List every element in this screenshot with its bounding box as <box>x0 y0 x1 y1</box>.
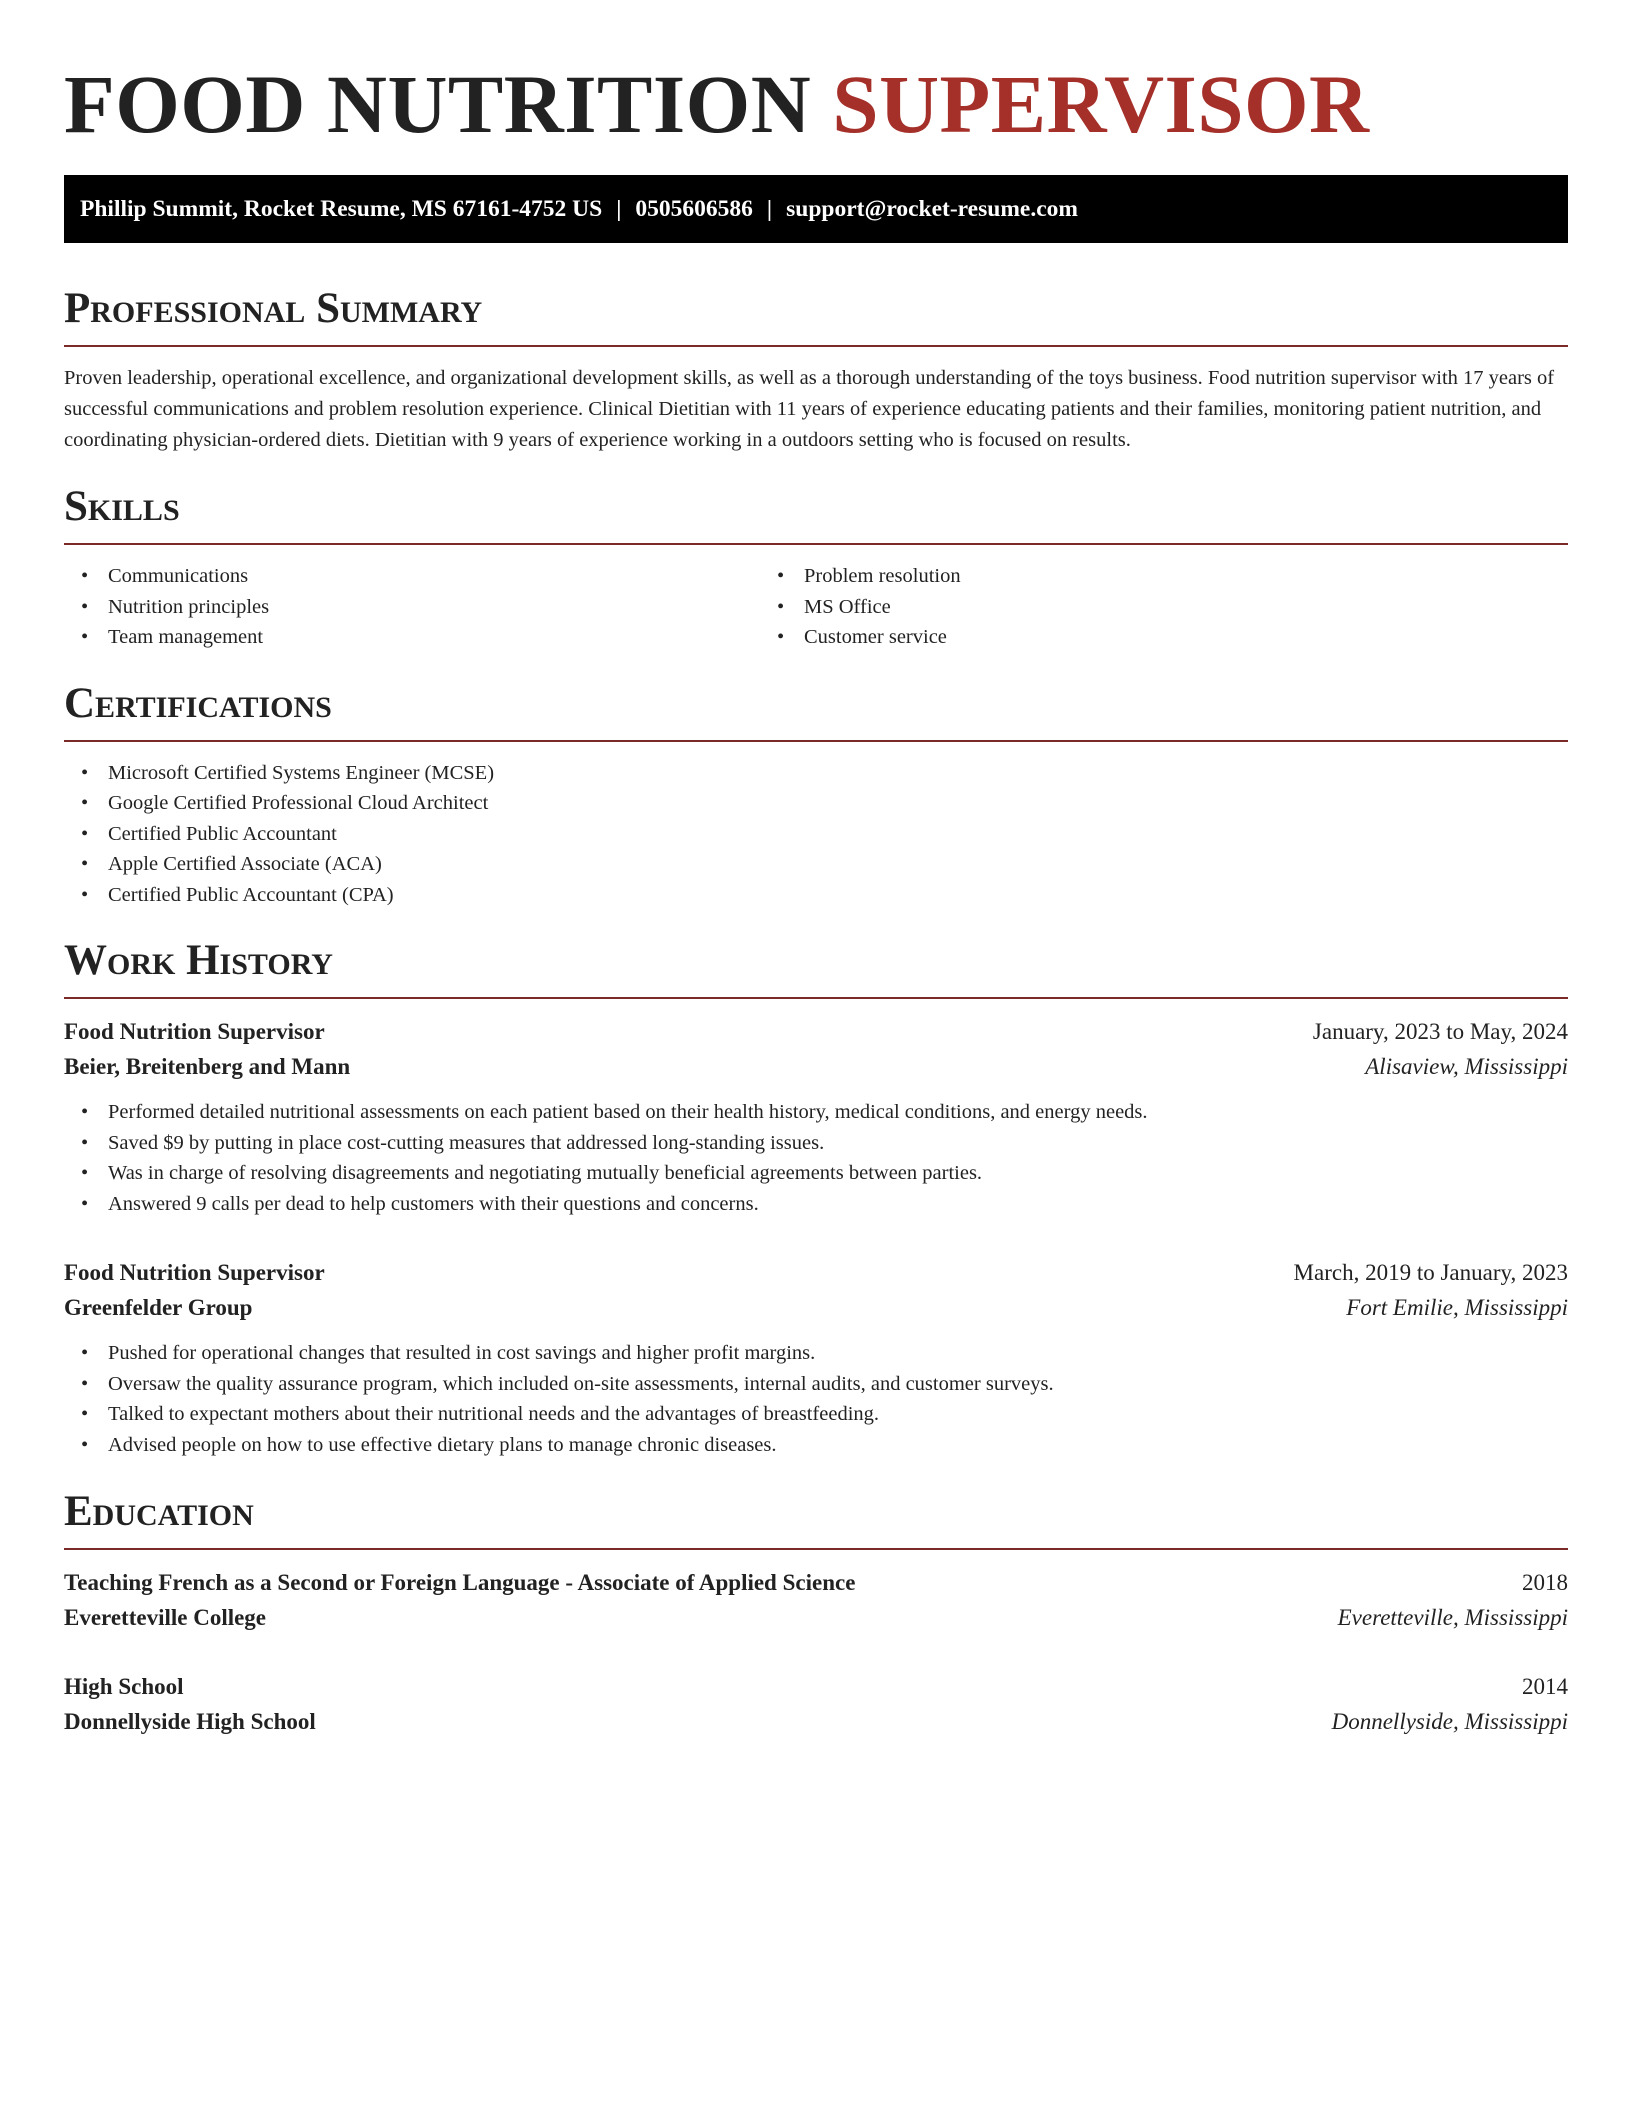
contact-phone: 0505606586 <box>635 196 753 222</box>
certification-item: • Certified Public Accountant (CPA) <box>108 880 1568 911</box>
resume-title <box>64 0 1568 152</box>
skills-column-right <box>760 561 1500 653</box>
job-header-row <box>64 1255 1568 1290</box>
education-school-row <box>64 1704 1568 1739</box>
education-entry <box>64 1565 1568 1635</box>
job-duty: • Pushed for operational changes that resulted in cost savings and higher profit margins. <box>108 1338 1568 1369</box>
skills-heading: Skills <box>64 482 1568 545</box>
education-location: Everetteville, Mississippi <box>1337 1605 1568 1630</box>
certification-item: • Google Certified Professional Cloud Architect <box>108 788 1568 819</box>
certification-item: • Microsoft Certified Systems Engineer (MCSE) <box>108 758 1568 789</box>
job-duty: • Saved $9 by putting in place cost-cutting measures that addressed long-standing issues. <box>108 1128 1568 1159</box>
job-entry <box>64 1014 1568 1219</box>
education-degree: Teaching French as a Second or Foreign Language - Associate of Applied Science <box>64 1570 856 1595</box>
education-year: 2014 <box>1522 1674 1568 1699</box>
job-header-row <box>64 1014 1568 1049</box>
education-school: Everetteville College <box>64 1605 267 1630</box>
education-entry <box>64 1669 1568 1739</box>
job-duties-list <box>64 1097 1568 1219</box>
skill-item: • Communications <box>108 561 760 592</box>
contact-email: support@rocket-resume.com <box>786 196 1078 222</box>
certifications-heading: Certifications <box>64 679 1568 742</box>
job-dates: January, 2023 to May, 2024 <box>1312 1019 1568 1044</box>
certification-item: • Apple Certified Associate (ACA) <box>108 849 1568 880</box>
job-duty: • Talked to expectant mothers about their nutritional needs and the advantages of breastfeeding. <box>108 1399 1568 1430</box>
job-duty: • Answered 9 calls per dead to help customers with their questions and concerns. <box>108 1189 1568 1220</box>
job-duty: • Advised people on how to use effective dietary plans to manage chronic diseases. <box>108 1430 1568 1461</box>
job-title: Food Nutrition Supervisor <box>64 1019 325 1044</box>
contact-separator: | <box>616 196 622 222</box>
certification-item: • Certified Public Accountant <box>108 819 1568 850</box>
title-role-prefix: FOOD NUTRITION <box>64 58 812 150</box>
education-year: 2018 <box>1522 1570 1568 1595</box>
education-degree-row <box>64 1565 1568 1600</box>
job-duty: • Was in charge of resolving disagreements and negotiating mutually beneficial agreements between parties. <box>108 1158 1568 1189</box>
skill-item: • MS Office <box>804 592 1500 623</box>
job-company-row <box>64 1049 1568 1084</box>
skill-item: • Problem resolution <box>804 561 1500 592</box>
job-company: Beier, Breitenberg and Mann <box>64 1054 351 1079</box>
education-location: Donnellyside, Mississippi <box>1331 1709 1568 1734</box>
education-degree-row <box>64 1669 1568 1704</box>
education-school-row <box>64 1600 1568 1635</box>
summary-heading: Professional Summary <box>64 284 1568 347</box>
contact-separator: | <box>766 196 773 222</box>
education-heading: Education <box>64 1487 1568 1550</box>
title-role-accent: SUPERVISOR <box>832 58 1370 150</box>
certifications-list <box>64 758 1568 911</box>
work-history-heading: Work History <box>64 936 1568 999</box>
skill-item: • Customer service <box>804 622 1500 653</box>
skill-item: • Team management <box>108 622 760 653</box>
education-degree: High School <box>64 1674 184 1699</box>
job-title: Food Nutrition Supervisor <box>64 1260 325 1285</box>
skills-column-left <box>64 561 760 653</box>
job-location: Fort Emilie, Mississippi <box>1346 1295 1568 1320</box>
job-location: Alisaview, Mississippi <box>1365 1054 1568 1079</box>
job-duty: • Oversaw the quality assurance program, which included on-site assessments, internal audits, and customer surveys. <box>108 1369 1568 1400</box>
skill-item: • Nutrition principles <box>108 592 760 623</box>
job-dates: March, 2019 to January, 2023 <box>1293 1260 1568 1285</box>
contact-bar <box>64 175 1568 243</box>
skills-list <box>64 561 1568 653</box>
education-school: Donnellyside High School <box>64 1709 316 1734</box>
job-duty: • Performed detailed nutritional assessments on each patient based on their health history, medical conditions, and energy needs. <box>108 1097 1568 1128</box>
job-company-row <box>64 1290 1568 1325</box>
job-duties-list <box>64 1338 1568 1460</box>
job-company: Greenfelder Group <box>64 1295 253 1320</box>
contact-address: Phillip Summit, Rocket Resume, MS 67161-4752 US <box>80 196 603 222</box>
summary-text: Proven leadership, operational excellence, and organizational development skills, as well as a thorough understanding of the toys business. Food nutrition supervisor with 17 years of successful communications and problem resolution experience. Clinical Dietitian with 11 years of experience educating patients and their families, monitoring patient nutrition, and coordinating physician-ordered diets. Dietitian with 9 years of experience working in a outdoors setting who is focused on results. <box>64 367 1555 451</box>
job-entry <box>64 1255 1568 1460</box>
